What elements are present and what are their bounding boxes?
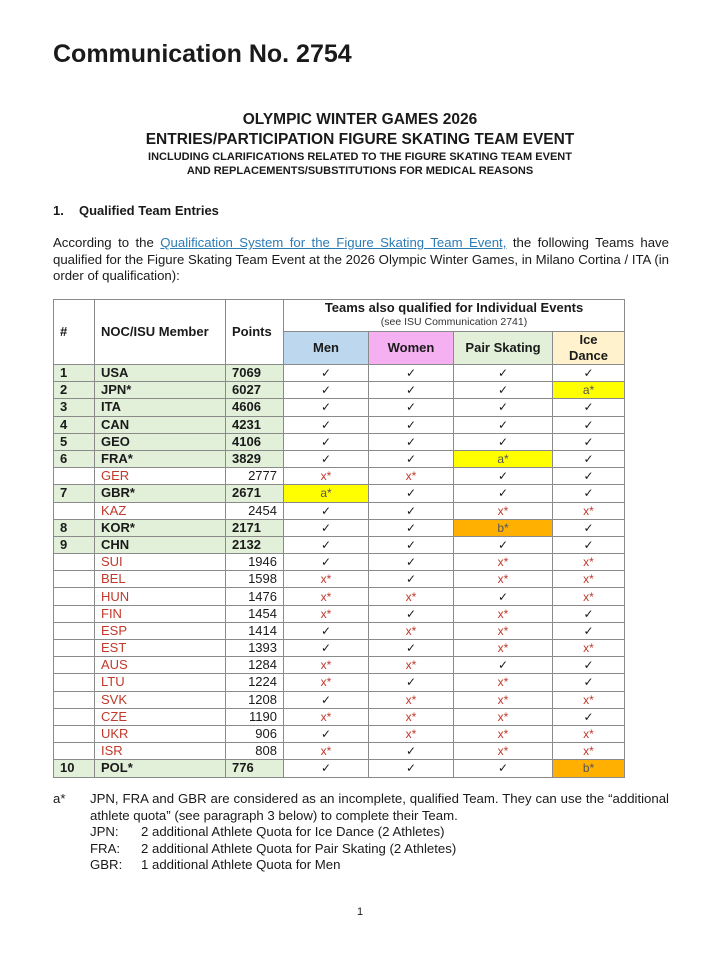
pair-cell: x* [454,571,553,588]
noc-cell: LTU [95,674,226,691]
women-cell: ✓ [369,485,454,502]
men-cell: ✓ [284,622,369,639]
pair-cell: a* [454,450,553,467]
rank-cell [54,640,95,657]
noc-cell: KOR* [95,519,226,536]
header-women: Women [369,332,454,365]
points-cell: 1946 [226,554,284,571]
points-cell: 1454 [226,605,284,622]
table-row [54,605,625,622]
noc-cell: ESP [95,622,226,639]
table-row [54,622,625,639]
pair-cell: ✓ [454,365,553,382]
header-group-note: (see ISU Communication 2741) [380,316,528,328]
rank-cell [54,554,95,571]
footnote-item [90,824,669,841]
rank-cell: 7 [54,485,95,502]
table-body [54,365,625,778]
dance-cell: x* [553,640,625,657]
intro-text-after: the following Teams have qualified for the Figure Skating Team Event at the 2026 Olympic Winter Games, in Milano Cortina / ITA (in order of qualification): [53,235,669,283]
noc-cell: FIN [95,605,226,622]
pair-cell: ✓ [454,399,553,416]
men-cell: ✓ [284,536,369,553]
footnote-item-noc: GBR: [90,857,123,872]
footnote-item [90,841,669,858]
women-cell: ✓ [369,605,454,622]
dance-cell: x* [553,743,625,760]
header-individual-events [284,300,625,332]
men-cell: ✓ [284,502,369,519]
women-cell: x* [369,691,454,708]
rank-cell: 10 [54,760,95,777]
points-cell: 6027 [226,382,284,399]
rank-cell: 5 [54,433,95,450]
women-cell: x* [369,468,454,485]
pair-cell: ✓ [454,588,553,605]
pair-cell: ✓ [454,485,553,502]
table-row [54,502,625,519]
points-cell: 1393 [226,640,284,657]
pair-cell: ✓ [454,536,553,553]
noc-cell: POL* [95,760,226,777]
rank-cell: 6 [54,450,95,467]
men-cell: ✓ [284,519,369,536]
noc-cell: BEL [95,571,226,588]
table-row [54,571,625,588]
footnote-item [90,857,669,874]
noc-cell: GEO [95,433,226,450]
women-cell: ✓ [369,571,454,588]
women-cell: ✓ [369,433,454,450]
dance-cell: ✓ [553,708,625,725]
points-cell: 2171 [226,519,284,536]
pair-cell: x* [454,622,553,639]
dance-cell: ✓ [553,674,625,691]
dance-cell: ✓ [553,536,625,553]
men-cell: ✓ [284,382,369,399]
points-cell: 2777 [226,468,284,485]
footnote-item-noc: JPN: [90,824,119,839]
pair-cell: ✓ [454,760,553,777]
pair-cell: x* [454,640,553,657]
pair-cell: ✓ [454,416,553,433]
rank-cell [54,605,95,622]
header-men: Men [284,332,369,365]
points-cell: 2454 [226,502,284,519]
team-entries-table [53,299,625,778]
dance-cell: ✓ [553,468,625,485]
rank-cell [54,622,95,639]
table-row [54,416,625,433]
women-cell: x* [369,725,454,742]
women-cell: x* [369,708,454,725]
men-cell: ✓ [284,416,369,433]
footnote-item-text: 2 additional Athlete Quota for Ice Dance (2 Athletes) [141,824,445,839]
footnote-a [53,791,669,874]
women-cell: ✓ [369,760,454,777]
dance-cell: x* [553,691,625,708]
dance-cell: x* [553,725,625,742]
points-cell: 808 [226,743,284,760]
table-row [54,450,625,467]
footnote-item-text: 1 additional Athlete Quota for Men [141,857,341,872]
men-cell: ✓ [284,433,369,450]
men-cell: ✓ [284,760,369,777]
page-number: 1 [356,906,364,918]
men-cell: x* [284,588,369,605]
header-points: Points [226,300,284,365]
noc-cell: CZE [95,708,226,725]
points-cell: 1284 [226,657,284,674]
rank-cell [54,657,95,674]
women-cell: x* [369,588,454,605]
footnote-key: a* [53,791,66,806]
section-number: 1. [53,203,64,218]
men-cell: x* [284,605,369,622]
rank-cell [54,571,95,588]
noc-cell: ISR [95,743,226,760]
intro-text-before: According to the [53,235,161,250]
noc-cell: GER [95,468,226,485]
men-cell: ✓ [284,399,369,416]
points-cell: 776 [226,760,284,777]
women-cell: ✓ [369,399,454,416]
rank-cell [54,725,95,742]
heading-line-2: ENTRIES/PARTICIPATION FIGURE SKATING TEAM EVENT [145,131,575,148]
header-pair-skating: Pair Skating [454,332,553,365]
points-cell: 1208 [226,691,284,708]
noc-cell: AUS [95,657,226,674]
points-cell: 1476 [226,588,284,605]
points-cell: 2132 [226,536,284,553]
men-cell: a* [284,485,369,502]
points-cell: 1224 [226,674,284,691]
points-cell: 3829 [226,450,284,467]
pair-cell: b* [454,519,553,536]
subheading-line-2: AND REPLACEMENTS/SUBSTITUTIONS FOR MEDICAL REASONS [186,165,534,177]
men-cell: ✓ [284,554,369,571]
points-cell: 1414 [226,622,284,639]
table-row [54,554,625,571]
table-row [54,691,625,708]
table-row [54,657,625,674]
points-cell: 4106 [226,433,284,450]
header-noc: NOC/ISU Member [95,300,226,365]
rank-cell [54,468,95,485]
women-cell: ✓ [369,674,454,691]
men-cell: ✓ [284,691,369,708]
women-cell: x* [369,622,454,639]
noc-cell: FRA* [95,450,226,467]
women-cell: x* [369,657,454,674]
men-cell: ✓ [284,640,369,657]
table-row [54,588,625,605]
women-cell: ✓ [369,743,454,760]
pair-cell: x* [454,605,553,622]
footnote-text: JPN, FRA and GBR are considered as an incomplete, qualified Team. They can use the “additional athlete quota” (see paragraph 3 below) to complete their Team. [90,791,669,823]
dance-cell: ✓ [553,622,625,639]
subheading-line-1: INCLUDING CLARIFICATIONS RELATED TO THE FIGURE SKATING TEAM EVENT [148,151,572,163]
women-cell: ✓ [369,450,454,467]
points-cell: 1598 [226,571,284,588]
noc-cell: CAN [95,416,226,433]
men-cell: x* [284,571,369,588]
table-row [54,365,625,382]
noc-cell: ITA [95,399,226,416]
rank-cell: 8 [54,519,95,536]
table-row [54,468,625,485]
pair-cell: ✓ [454,382,553,399]
pair-cell: x* [454,691,553,708]
women-cell: ✓ [369,554,454,571]
pair-cell: ✓ [454,657,553,674]
rank-cell [54,502,95,519]
footnote-item-noc: FRA: [90,840,121,856]
noc-cell: SUI [95,554,226,571]
section-1-title [53,203,219,218]
women-cell: ✓ [369,536,454,553]
pair-cell: x* [454,554,553,571]
women-cell: ✓ [369,519,454,536]
footnote-item-text: 2 additional Athlete Quota for Pair Skating (2 Athletes) [141,840,457,856]
table-row [54,743,625,760]
noc-cell: SVK [95,691,226,708]
table-row [54,640,625,657]
dance-cell: ✓ [553,519,625,536]
men-cell: x* [284,674,369,691]
dance-cell: ✓ [553,450,625,467]
dance-cell: ✓ [553,433,625,450]
intro-paragraph [53,235,669,285]
pair-cell: ✓ [454,468,553,485]
rank-cell [54,743,95,760]
pair-cell: x* [454,502,553,519]
table-row [54,399,625,416]
dance-cell: x* [553,588,625,605]
men-cell: x* [284,708,369,725]
men-cell: x* [284,468,369,485]
dance-cell: ✓ [553,365,625,382]
dance-cell: a* [553,382,625,399]
communication-title: Communication No. 2754 [53,40,352,68]
table-row [54,674,625,691]
points-cell: 906 [226,725,284,742]
table-row [54,519,625,536]
footnote-body [90,791,669,874]
pair-cell: x* [454,743,553,760]
header-num: # [54,300,95,365]
dance-cell: ✓ [553,657,625,674]
header-ice-dance: Ice Dance [553,332,625,365]
table-row [54,760,625,777]
noc-cell: KAZ [95,502,226,519]
header-group-title: Teams also qualified for Individual Events [324,300,584,315]
rank-cell [54,691,95,708]
footnotes [53,791,669,874]
section-title-text: Qualified Team Entries [79,203,219,218]
women-cell: ✓ [369,365,454,382]
points-cell: 4231 [226,416,284,433]
noc-cell: UKR [95,725,226,742]
rank-cell [54,708,95,725]
noc-cell: GBR* [95,485,226,502]
dance-cell: ✓ [553,605,625,622]
men-cell: ✓ [284,725,369,742]
document-heading [0,110,720,178]
qualification-system-link[interactable]: Qualification System for the Figure Skating Team Event, [160,235,507,250]
men-cell: x* [284,657,369,674]
dance-cell: b* [553,760,625,777]
women-cell: ✓ [369,382,454,399]
points-cell: 1190 [226,708,284,725]
pair-cell: x* [454,674,553,691]
dance-cell: x* [553,571,625,588]
dance-cell: ✓ [553,399,625,416]
pair-cell: ✓ [454,433,553,450]
table-row [54,725,625,742]
men-cell: x* [284,743,369,760]
pair-cell: x* [454,708,553,725]
rank-cell: 3 [54,399,95,416]
table-row [54,433,625,450]
dance-cell: x* [553,502,625,519]
points-cell: 4606 [226,399,284,416]
noc-cell: HUN [95,588,226,605]
men-cell: ✓ [284,450,369,467]
table-row [54,708,625,725]
rank-cell: 9 [54,536,95,553]
pair-cell: x* [454,725,553,742]
dance-cell: x* [553,554,625,571]
points-cell: 2671 [226,485,284,502]
women-cell: ✓ [369,640,454,657]
noc-cell: CHN [95,536,226,553]
rank-cell [54,674,95,691]
women-cell: ✓ [369,416,454,433]
women-cell: ✓ [369,502,454,519]
table-row [54,536,625,553]
noc-cell: JPN* [95,382,226,399]
noc-cell: EST [95,640,226,657]
rank-cell: 1 [54,365,95,382]
table-row [54,382,625,399]
heading-line-1: OLYMPIC WINTER GAMES 2026 [242,111,478,128]
dance-cell: ✓ [553,485,625,502]
table-row [54,485,625,502]
points-cell: 7069 [226,365,284,382]
rank-cell: 2 [54,382,95,399]
men-cell: ✓ [284,365,369,382]
rank-cell: 4 [54,416,95,433]
dance-cell: ✓ [553,416,625,433]
rank-cell [54,588,95,605]
noc-cell: USA [95,365,226,382]
